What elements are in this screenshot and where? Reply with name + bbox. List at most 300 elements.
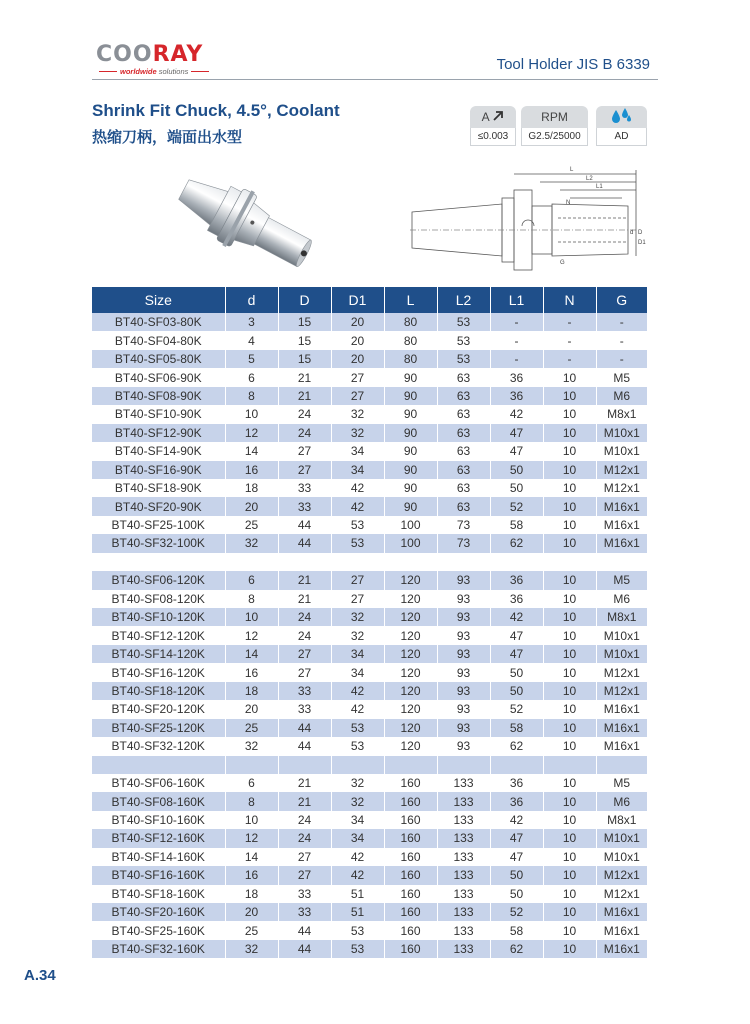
runout-arrow-icon — [492, 110, 504, 122]
table-cell: 27 — [278, 663, 331, 681]
table-cell: 10 — [543, 719, 596, 737]
table-row — [92, 866, 647, 884]
table-cell: - — [543, 313, 596, 331]
table-cell: 36 — [490, 571, 543, 589]
table-cell: 33 — [278, 885, 331, 903]
table-cell: 15 — [278, 331, 331, 349]
table-cell: 120 — [384, 590, 437, 608]
table-cell: M8x1 — [596, 608, 647, 626]
table-cell: 53 — [331, 921, 384, 939]
table-cell: M16x1 — [596, 940, 647, 958]
table-cell: 10 — [543, 774, 596, 792]
table-cell: BT40-SF14-160K — [111, 849, 205, 864]
table-cell: 73 — [437, 534, 490, 552]
table-cell: M10x1 — [596, 626, 647, 644]
table-cell: BT40-SF20-160K — [92, 903, 225, 921]
table-row — [92, 700, 647, 718]
table-cell: 90 — [384, 387, 437, 405]
table-cell: 16 — [225, 663, 278, 681]
table-cell: 5 — [225, 350, 278, 368]
table-cell — [225, 756, 278, 774]
table-cell: BT40-SF16-160K — [92, 866, 225, 884]
table-cell: M12x1 — [596, 461, 647, 479]
table-cell: 42 — [490, 608, 543, 626]
table-cell: 53 — [331, 534, 384, 552]
table-cell: 18 — [225, 682, 278, 700]
table-cell: 133 — [437, 829, 490, 847]
table-cell: - — [490, 313, 543, 331]
table-cell — [331, 553, 384, 571]
table-cell: 10 — [543, 829, 596, 847]
table-cell: 36 — [490, 590, 543, 608]
table-cell: 120 — [384, 571, 437, 589]
table-cell: 14 — [225, 848, 278, 866]
table-cell: 27 — [278, 461, 331, 479]
table-cell: 21 — [278, 571, 331, 589]
table-cell — [490, 553, 543, 571]
table-cell — [596, 553, 647, 571]
column-header: D — [278, 287, 331, 313]
table-cell: BT40-SF05-80K — [92, 350, 225, 368]
spec-coolant — [596, 106, 647, 146]
spec-runout-value: ≤0.003 — [470, 128, 516, 146]
table-cell: 8 — [225, 387, 278, 405]
table-cell: M6 — [596, 792, 647, 810]
table-cell: 32 — [225, 534, 278, 552]
table-row — [92, 534, 647, 552]
table-cell: 90 — [384, 461, 437, 479]
table-cell — [331, 756, 384, 774]
table-cell: 133 — [437, 903, 490, 921]
table-cell: M12x1 — [596, 885, 647, 903]
table-cell: BT40-SF16-120K — [111, 665, 205, 680]
drawing-label-L2: L2 — [586, 176, 593, 182]
table-cell: 32 — [225, 737, 278, 755]
table-cell: M5 — [596, 368, 647, 386]
table-cell: M12x1 — [596, 663, 647, 681]
table-cell: BT40-SF32-100K — [92, 534, 225, 552]
table-cell: 44 — [278, 534, 331, 552]
table-cell: 33 — [278, 682, 331, 700]
table-cell: 24 — [278, 811, 331, 829]
table-cell: 42 — [331, 848, 384, 866]
spec-runout-header — [470, 106, 516, 128]
table-cell: BT40-SF25-120K — [92, 719, 225, 737]
header-divider — [92, 79, 658, 80]
table-cell: BT40-SF06-120K — [92, 571, 225, 589]
page-title: Shrink Fit Chuck, 4.5°, Coolant — [92, 101, 340, 120]
table-cell: 133 — [437, 885, 490, 903]
table-cell: 80 — [384, 350, 437, 368]
table-row — [92, 848, 647, 866]
table-cell: 53 — [437, 313, 490, 331]
column-header: d — [225, 287, 278, 313]
table-cell: 6 — [225, 368, 278, 386]
table-cell: 160 — [384, 885, 437, 903]
table-cell: 44 — [278, 516, 331, 534]
table-cell: 90 — [384, 424, 437, 442]
table-cell: M16x1 — [596, 903, 647, 921]
table-cell: 53 — [331, 737, 384, 755]
tagline-dash-right — [191, 71, 209, 72]
table-cell: BT40-SF10-120K — [92, 608, 225, 626]
table-cell: 10 — [543, 682, 596, 700]
drawing-label-N: N — [566, 200, 571, 206]
table-cell: 120 — [384, 663, 437, 681]
table-cell: M5 — [596, 571, 647, 589]
table-cell: 47 — [490, 829, 543, 847]
drawing-label-L1: L1 — [596, 184, 603, 190]
table-cell: - — [490, 350, 543, 368]
table-cell: 42 — [331, 700, 384, 718]
table-cell: 63 — [437, 368, 490, 386]
table-cell — [543, 553, 596, 571]
table-cell: 32 — [225, 940, 278, 958]
table-cell: 20 — [225, 497, 278, 515]
table-row — [92, 682, 647, 700]
table-cell: 93 — [437, 571, 490, 589]
table-cell: 25 — [225, 719, 278, 737]
table-row — [92, 479, 647, 497]
table-cell: 25 — [225, 516, 278, 534]
table-row — [92, 645, 647, 663]
table-cell: BT40-SF10-160K — [111, 813, 205, 828]
table-cell: 34 — [331, 811, 384, 829]
table-cell: 160 — [384, 848, 437, 866]
table-cell: 47 — [490, 848, 543, 866]
table-cell: 32 — [331, 792, 384, 810]
table-body — [92, 313, 647, 958]
table-cell — [384, 756, 437, 774]
table-cell: - — [490, 331, 543, 349]
table-cell: 47 — [490, 626, 543, 644]
table-cell: BT40-SF18-160K — [111, 886, 205, 901]
table-cell: 44 — [278, 719, 331, 737]
table-cell: 58 — [490, 516, 543, 534]
table-cell: 25 — [225, 921, 278, 939]
table-cell: 80 — [384, 331, 437, 349]
table-cell: 62 — [490, 737, 543, 755]
table-cell: 120 — [384, 700, 437, 718]
table-cell: BT40-SF14-120K — [92, 645, 225, 663]
table-cell: 8 — [225, 792, 278, 810]
table-cell: 120 — [384, 645, 437, 663]
table-cell: 42 — [331, 479, 384, 497]
table-cell: 53 — [437, 331, 490, 349]
table-cell: 63 — [437, 424, 490, 442]
table-cell: 50 — [490, 866, 543, 884]
table-cell: BT40-SF10-90K — [114, 407, 202, 422]
brand-tagline — [96, 67, 212, 76]
table-cell: 21 — [278, 774, 331, 792]
table-row — [92, 497, 647, 515]
table-cell: 21 — [278, 368, 331, 386]
table-cell: BT40-SF06-160K — [111, 776, 205, 791]
table-cell: 93 — [437, 682, 490, 700]
table-cell: M8x1 — [596, 811, 647, 829]
table-cell: BT40-SF08-90K — [92, 387, 225, 405]
table-cell: 10 — [543, 700, 596, 718]
table-cell: BT40-SF25-160K — [111, 923, 205, 938]
table-cell: 10 — [543, 368, 596, 386]
table-row — [92, 368, 647, 386]
table-cell: 10 — [543, 479, 596, 497]
table-cell: 10 — [543, 571, 596, 589]
table-row — [92, 940, 647, 958]
table-cell: 93 — [437, 626, 490, 644]
table-cell: 50 — [490, 682, 543, 700]
table-cell: 27 — [331, 571, 384, 589]
table-cell: 51 — [331, 885, 384, 903]
table-row — [92, 405, 647, 423]
table-cell: 10 — [543, 626, 596, 644]
table-cell: 160 — [384, 866, 437, 884]
table-cell: 10 — [543, 442, 596, 460]
table-cell: M12x1 — [596, 682, 647, 700]
table-cell: 63 — [437, 387, 490, 405]
table-cell: 10 — [543, 792, 596, 810]
spec-rpm-label: RPM — [521, 106, 588, 128]
table-cell: 36 — [490, 387, 543, 405]
table-cell: BT40-SF04-80K — [114, 333, 202, 348]
table-cell: 10 — [543, 811, 596, 829]
table-cell: BT40-SF12-120K — [111, 628, 205, 643]
table-cell: BT40-SF12-90K — [92, 424, 225, 442]
table-cell: 58 — [490, 719, 543, 737]
table-cell: BT40-SF20-120K — [111, 702, 205, 717]
table-cell: 120 — [384, 737, 437, 755]
table-cell: 133 — [437, 848, 490, 866]
table-cell: 42 — [490, 405, 543, 423]
table-cell: 90 — [384, 368, 437, 386]
table-row — [92, 663, 647, 681]
table-cell: 10 — [543, 885, 596, 903]
table-cell: 10 — [543, 663, 596, 681]
brand-name — [96, 44, 212, 66]
table-cell: 53 — [331, 719, 384, 737]
coolant-drops-icon — [611, 107, 633, 125]
table-cell — [596, 756, 647, 774]
table-cell: 21 — [278, 590, 331, 608]
table-row — [92, 590, 647, 608]
table-cell: 27 — [331, 368, 384, 386]
table-cell: 21 — [278, 387, 331, 405]
table-cell: 63 — [437, 497, 490, 515]
table-cell: 24 — [278, 608, 331, 626]
table-cell: 93 — [437, 608, 490, 626]
table-cell: 133 — [437, 921, 490, 939]
table-cell: 10 — [543, 405, 596, 423]
table-cell: 10 — [543, 534, 596, 552]
table-cell: BT40-SF14-90K — [114, 444, 202, 459]
table-cell: M16x1 — [596, 737, 647, 755]
table-cell: 160 — [384, 940, 437, 958]
table-cell: 10 — [543, 424, 596, 442]
table-cell: 50 — [490, 479, 543, 497]
table-cell: 90 — [384, 497, 437, 515]
table-cell: BT40-SF18-120K — [92, 682, 225, 700]
table-cell: 10 — [543, 497, 596, 515]
table-cell: M12x1 — [596, 479, 647, 497]
table-cell: 34 — [331, 663, 384, 681]
drawing-label-D1: D1 — [638, 240, 646, 246]
table-cell: 27 — [331, 387, 384, 405]
table-cell: 24 — [278, 405, 331, 423]
table-cell: 12 — [225, 424, 278, 442]
table-cell: 27 — [278, 645, 331, 663]
spec-runout — [470, 106, 516, 146]
drawing-label-D: D — [638, 230, 643, 236]
table-cell: 42 — [331, 682, 384, 700]
table-cell: - — [596, 331, 647, 349]
table-cell: 90 — [384, 405, 437, 423]
table-cell — [437, 553, 490, 571]
table-cell — [92, 553, 225, 571]
table-cell: 133 — [437, 774, 490, 792]
table-cell: 10 — [543, 921, 596, 939]
table-cell: 8 — [225, 590, 278, 608]
section-header: Tool Holder JIS B 6339 — [496, 56, 650, 73]
table-cell: M10x1 — [596, 442, 647, 460]
table-cell: 32 — [331, 626, 384, 644]
brand-logo — [96, 44, 212, 76]
table-header-row — [92, 287, 647, 313]
table-cell: 47 — [490, 424, 543, 442]
table-cell: 3 — [225, 313, 278, 331]
table-cell: 15 — [278, 313, 331, 331]
table-cell: M16x1 — [596, 497, 647, 515]
table-cell — [490, 756, 543, 774]
table-cell: 10 — [225, 608, 278, 626]
table-row — [92, 442, 647, 460]
table-row — [92, 461, 647, 479]
table-cell: - — [543, 350, 596, 368]
table-cell: 93 — [437, 737, 490, 755]
table-cell: 27 — [278, 866, 331, 884]
table-cell: M5 — [596, 774, 647, 792]
brand-name-part2: RAY — [152, 42, 204, 67]
table-cell: 27 — [331, 590, 384, 608]
table-cell: BT40-SF03-80K — [92, 313, 225, 331]
table-cell: 4 — [225, 331, 278, 349]
table-row — [92, 608, 647, 626]
table-cell: 10 — [543, 940, 596, 958]
table-cell: 52 — [490, 700, 543, 718]
table-cell: 34 — [331, 461, 384, 479]
table-cell: 63 — [437, 479, 490, 497]
table-cell: 160 — [384, 829, 437, 847]
table-cell: 62 — [490, 940, 543, 958]
table-cell: 100 — [384, 516, 437, 534]
table-cell: BT40-SF25-100K — [111, 518, 205, 533]
table-cell: 20 — [331, 331, 384, 349]
table-cell: 6 — [225, 571, 278, 589]
table-cell: 21 — [278, 792, 331, 810]
column-header: D1 — [331, 287, 384, 313]
table-cell: 12 — [225, 626, 278, 644]
table-cell: 93 — [437, 590, 490, 608]
table-cell: M10x1 — [596, 848, 647, 866]
table-cell: 27 — [278, 848, 331, 866]
table-cell: 47 — [490, 645, 543, 663]
table-cell: 42 — [490, 811, 543, 829]
spec-rpm — [521, 106, 588, 146]
table-cell: M10x1 — [596, 424, 647, 442]
table-cell: 10 — [543, 737, 596, 755]
tagline-part1: worldwide — [120, 67, 157, 76]
table-row — [92, 350, 647, 368]
table-cell: 50 — [490, 663, 543, 681]
table-cell: 34 — [331, 645, 384, 663]
table-cell: 32 — [331, 424, 384, 442]
table-row — [92, 792, 647, 810]
table-cell: 16 — [225, 866, 278, 884]
table-row — [92, 829, 647, 847]
table-cell: 63 — [437, 405, 490, 423]
table-cell: 16 — [225, 461, 278, 479]
table-cell: 42 — [331, 497, 384, 515]
drawing-label-G: G — [560, 260, 565, 266]
table-cell: 100 — [384, 534, 437, 552]
table-cell: 33 — [278, 700, 331, 718]
table-cell: 90 — [384, 479, 437, 497]
table-cell — [278, 756, 331, 774]
table-cell: M6 — [596, 387, 647, 405]
table-cell: 34 — [331, 442, 384, 460]
table-cell: 52 — [490, 903, 543, 921]
table-cell: 62 — [490, 534, 543, 552]
table-cell: 10 — [225, 405, 278, 423]
table-cell: 50 — [490, 461, 543, 479]
table-row — [92, 516, 647, 534]
table-cell: 160 — [384, 792, 437, 810]
table-row — [92, 737, 647, 755]
table-cell: M10x1 — [596, 645, 647, 663]
table-cell: 44 — [278, 940, 331, 958]
table-cell: 44 — [278, 737, 331, 755]
table-row — [92, 903, 647, 921]
table-cell — [437, 756, 490, 774]
table-spacer-row — [92, 553, 647, 571]
table-cell: 133 — [437, 811, 490, 829]
table-cell: M10x1 — [596, 829, 647, 847]
column-header: L1 — [490, 287, 543, 313]
table-cell: 44 — [278, 921, 331, 939]
table-cell: 32 — [331, 774, 384, 792]
table-cell: 93 — [437, 663, 490, 681]
tagline-dash-left — [99, 71, 117, 72]
table-cell: 63 — [437, 442, 490, 460]
table-cell: 18 — [225, 885, 278, 903]
table-cell — [384, 553, 437, 571]
table-cell: 10 — [543, 461, 596, 479]
table-cell: M16x1 — [596, 719, 647, 737]
table-cell: 18 — [225, 479, 278, 497]
table-cell: 133 — [437, 940, 490, 958]
table-cell: 24 — [278, 829, 331, 847]
table-cell: 27 — [278, 442, 331, 460]
column-header: Size — [92, 287, 225, 313]
column-header: G — [596, 287, 647, 313]
table-cell: 120 — [384, 682, 437, 700]
table-cell: 53 — [331, 940, 384, 958]
table-cell: 10 — [543, 866, 596, 884]
table-cell: 14 — [225, 645, 278, 663]
drawing-label-d: d — [630, 230, 634, 236]
table-cell: 36 — [490, 368, 543, 386]
technical-drawing — [410, 160, 650, 278]
page-title-cn: 热缩刀柄，端面出水型 — [92, 129, 243, 146]
